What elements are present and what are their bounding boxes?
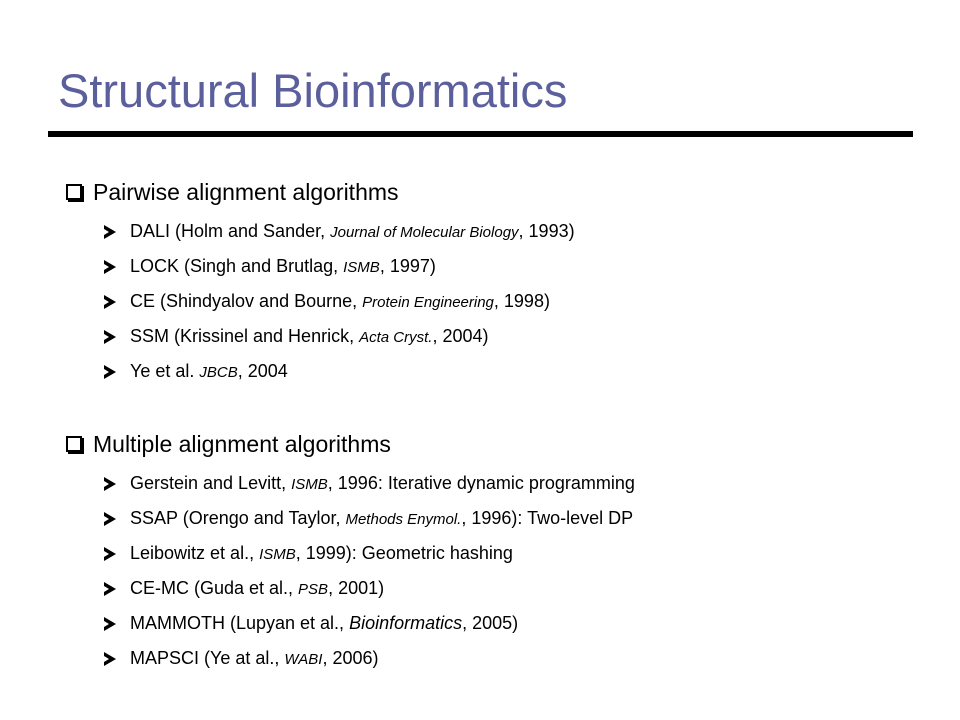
list-item bbox=[66, 641, 635, 676]
list-item bbox=[66, 536, 635, 571]
list-item bbox=[66, 249, 575, 284]
slide-title: Structural Bioinformatics bbox=[58, 64, 568, 117]
arrow-bullet-icon bbox=[104, 582, 116, 596]
pairwise-section-block bbox=[66, 174, 575, 389]
arrow-bullet-icon bbox=[104, 365, 116, 379]
item-text: DALI (Holm and Sander, Journal of Molecular Biology, 1993) bbox=[130, 221, 575, 241]
list-item bbox=[66, 571, 635, 606]
list-item bbox=[66, 319, 575, 354]
venue-name: PSB bbox=[298, 581, 329, 598]
venue-name: ISMB bbox=[291, 476, 328, 493]
venue-name: JBCB bbox=[199, 364, 238, 381]
section-heading bbox=[66, 426, 635, 462]
venue-name: ISMB bbox=[259, 546, 296, 563]
square-bullet-icon bbox=[66, 184, 82, 200]
item-text: MAMMOTH (Lupyan et al., Bioinformatics, 2005) bbox=[130, 613, 519, 633]
arrow-bullet-icon bbox=[104, 295, 116, 309]
section-heading-text: Pairwise alignment algorithms bbox=[93, 178, 399, 205]
item-text: LOCK (Singh and Brutlag, ISMB, 1997) bbox=[130, 256, 436, 276]
venue-name: Journal of Molecular Biology bbox=[330, 224, 519, 241]
arrow-bullet-icon bbox=[104, 547, 116, 561]
item-text: MAPSCI (Ye at al., WABI, 2006) bbox=[130, 648, 379, 668]
multiple-list bbox=[66, 466, 635, 676]
list-item bbox=[66, 214, 575, 249]
list-item bbox=[66, 466, 635, 501]
item-text: Ye et al. JBCB, 2004 bbox=[130, 361, 288, 381]
item-text: Leibowitz et al., ISMB, 1999): Geometric hashing bbox=[130, 543, 513, 563]
multiple-section bbox=[66, 426, 635, 676]
venue-name: Protein Engineering bbox=[362, 294, 494, 311]
arrow-bullet-icon bbox=[104, 330, 116, 344]
arrow-bullet-icon bbox=[104, 617, 116, 631]
arrow-bullet-icon bbox=[104, 225, 116, 239]
item-text: SSM (Krissinel and Henrick, Acta Cryst., 2004) bbox=[130, 326, 489, 346]
arrow-bullet-icon bbox=[104, 652, 116, 666]
pairwise-list bbox=[66, 214, 575, 389]
venue-name: WABI bbox=[284, 651, 323, 668]
arrow-bullet-icon bbox=[104, 512, 116, 526]
multiple-section-block bbox=[66, 426, 635, 676]
square-bullet-icon bbox=[66, 436, 82, 452]
list-item bbox=[66, 354, 575, 389]
item-text: CE-MC (Guda et al., PSB, 2001) bbox=[130, 578, 385, 598]
pairwise-section bbox=[66, 174, 575, 389]
item-text: SSAP (Orengo and Taylor, Methods Enymol., 1996): Two-level DP bbox=[130, 508, 634, 528]
venue-name: ISMB bbox=[343, 259, 380, 276]
item-text: Gerstein and Levitt, ISMB, 1996: Iterative dynamic programming bbox=[130, 473, 635, 493]
section-heading bbox=[66, 174, 575, 210]
arrow-bullet-icon bbox=[104, 260, 116, 274]
section-heading-text: Multiple alignment algorithms bbox=[93, 430, 391, 457]
venue-name: Acta Cryst. bbox=[359, 329, 433, 346]
venue-name: Bioinformatics bbox=[349, 613, 463, 633]
item-text: CE (Shindyalov and Bourne, Protein Engineering, 1998) bbox=[130, 291, 550, 311]
list-item bbox=[66, 284, 575, 319]
list-item bbox=[66, 501, 635, 536]
list-item bbox=[66, 606, 635, 641]
arrow-bullet-icon bbox=[104, 477, 116, 491]
title-divider bbox=[48, 131, 913, 137]
venue-name: Methods Enymol. bbox=[345, 511, 462, 528]
